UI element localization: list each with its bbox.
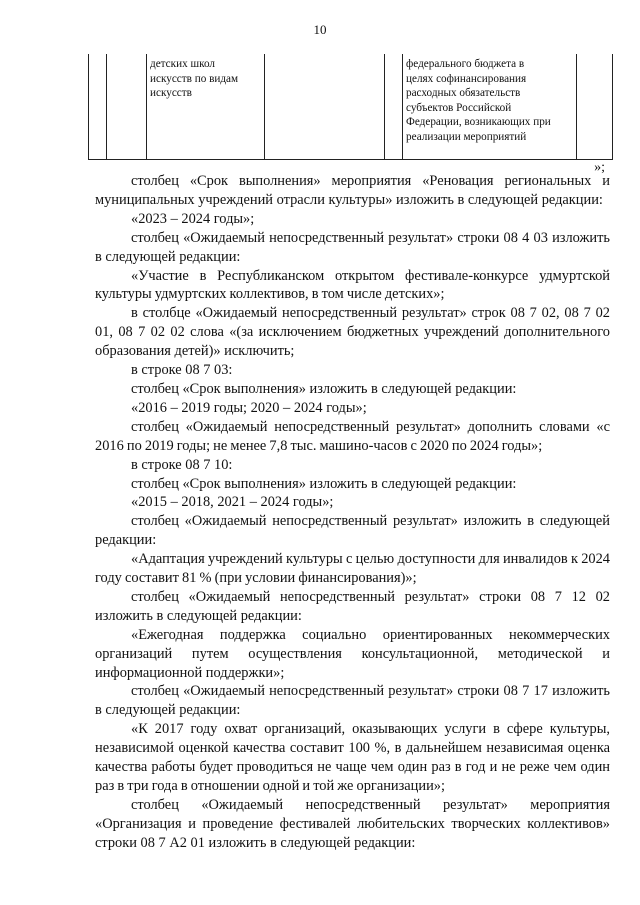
paragraph: «Ежегодная поддержка социально ориентированных некоммерческих организаций путем осуществления консультационной, методической и информационной поддержки»; (95, 626, 610, 681)
cell-text-line: расходных обязательств (406, 87, 521, 100)
cell-text-line: федерального бюджета в (406, 58, 525, 70)
cell-text-line: реализации мероприятий (406, 130, 527, 143)
paragraph: столбец «Ожидаемый непосредственный результат» мероприятия «Организация и проведение фестивалей любительских творческих коллективов» строки 08 7 А2 01 изложить в следующей редакции: (95, 796, 610, 851)
paragraph: «2023 – 2024 годы»; (131, 210, 255, 227)
table-cell-empty (89, 54, 107, 160)
document-body (95, 172, 610, 853)
table-cell-empty (385, 54, 403, 160)
cell-text-line: целях софинансирования (406, 72, 527, 85)
paragraph: столбец «Ожидаемый непосредственный результат» строки 08 7 17 изложить в следующей редакции: (95, 683, 610, 719)
paragraph: столбец «Ожидаемый непосредственный результат» строки 08 4 03 изложить в следующей редакции: (95, 229, 610, 265)
table-row (89, 54, 613, 160)
table-cell-empty (577, 54, 613, 160)
table-closing-quote: »; (594, 160, 605, 175)
table-cell-result (403, 54, 577, 160)
paragraph: «К 2017 году охват организаций, оказывающих услуги в сфере культуры, независимой оценкой качества составит 100 %, в дальнейшем независимая оценка качества работы будет проводиться не чаще чем один раз в год и не реже чем один раз в три года в отношении одной и той же организации»; (95, 721, 610, 794)
cell-text-line: детских школ (150, 58, 215, 70)
paragraph: в строке 08 7 03: (131, 362, 233, 379)
table-fragment (88, 54, 613, 160)
table-cell-measure (147, 54, 265, 160)
paragraph: столбец «Срок выполнения» изложить в следующей редакции: (131, 475, 517, 492)
cell-text-line: Федерации, возникающих при (406, 116, 551, 129)
paragraph: столбец «Ожидаемый непосредственный результат» дополнить словами «с 2016 по 2019 годы; не менее 7,8 тыс. машино-часов с 2020 по 2024 годы»; (95, 418, 610, 454)
paragraph: столбец «Ожидаемый непосредственный результат» строки 08 7 12 02 изложить в следующей редакции: (95, 588, 610, 624)
cell-text-line: субъектов Российской (406, 101, 512, 114)
table-cell-empty (107, 54, 147, 160)
cell-text-line: искусств по видам (150, 72, 239, 85)
paragraph: столбец «Ожидаемый непосредственный результат» изложить в следующей редакции: (95, 513, 610, 549)
table-cell-empty (265, 54, 385, 160)
paragraph: в столбце «Ожидаемый непосредственный результат» строк 08 7 02, 08 7 02 01, 08 7 02 02 слова «(за исключением бюджетных учреждений дополнительного образования детей)» исключить; (95, 305, 610, 360)
paragraph: в строке 08 7 10: (131, 456, 233, 473)
page-number: 10 (313, 22, 327, 37)
paragraph: «2016 – 2019 годы; 2020 – 2024 годы»; (131, 399, 367, 416)
cell-text-line: искусств (150, 87, 192, 100)
paragraph: столбец «Срок выполнения» изложить в следующей редакции: (131, 380, 517, 397)
paragraph: «2015 – 2018, 2021 – 2024 годы»; (131, 494, 334, 511)
paragraph: «Адаптация учреждений культуры с целью доступности для инвалидов к 2024 году составит 81 % (при условии финансирования)»; (95, 551, 610, 587)
paragraph: столбец «Срок выполнения» мероприятия «Реновация региональных и муниципальных учреждений отрасли культуры» изложить в следующей редакции: (95, 173, 610, 208)
paragraph: «Участие в Республиканском открытом фестивале-конкурсе удмуртской культуры удмуртских коллективов, в том числе детских»; (95, 267, 610, 303)
